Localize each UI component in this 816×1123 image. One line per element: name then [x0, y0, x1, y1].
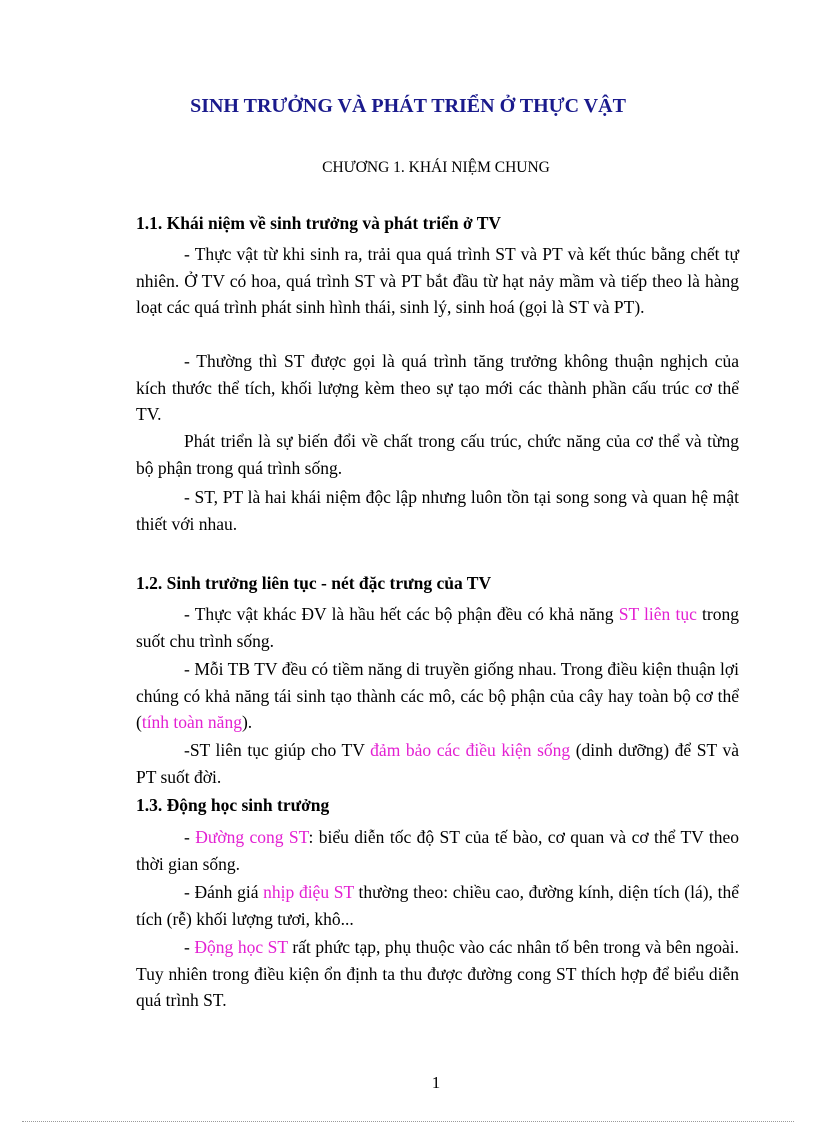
- page-number: 1: [431, 1073, 441, 1092]
- paragraph-text: -: [184, 827, 196, 847]
- paragraph: [136, 879, 739, 932]
- highlighted-term: Đường cong ST: [195, 827, 309, 847]
- paragraph-text: trong suốt chu trình sống.: [136, 604, 739, 651]
- highlighted-term: tính toàn năng: [141, 712, 242, 732]
- paragraph: [136, 601, 739, 654]
- section-heading-1-1: 1.1. Khái niệm về sinh trưởng và phát triển ở TV: [136, 213, 502, 233]
- highlighted-term: ST liên tục: [618, 604, 697, 624]
- paragraph: [136, 824, 739, 877]
- paragraph-text: : biểu diễn tốc độ ST của tế bào, cơ quan và cơ thể TV theo thời gian sống.: [136, 827, 739, 874]
- section-heading-1-2: 1.2. Sinh trưởng liên tục - nét đặc trưng của TV: [136, 573, 492, 593]
- paragraph-text: - Thực vật từ khi sinh ra, trải qua quá trình ST và PT và kết thúc bằng chết tự nhiên. Ở TV có hoa, quá trình ST và PT bắt đầu từ hạt nảy mầm và tiếp theo là hàng loạt các quá trình phát sinh hình thái, sinh lý, sinh hoá (gọi là ST và PT).: [136, 244, 739, 317]
- paragraph: [136, 428, 739, 481]
- document-title: SINH TRƯỞNG VÀ PHÁT TRIỂN Ở THỰC VẬT: [190, 95, 626, 117]
- section-heading-1-3: 1.3. Động học sinh trưởng: [136, 795, 330, 815]
- paragraph: [136, 484, 739, 537]
- paragraph-text: -: [184, 937, 195, 957]
- paragraph-text: ).: [241, 712, 253, 732]
- paragraph: [136, 737, 739, 790]
- paragraph-text: rất phức tạp, phụ thuộc vào các nhân tố bên trong và bên ngoài. Tuy nhiên trong điều kiện ổn định ta thu được đường cong ST thích hợp để biểu diễn quá trình ST.: [136, 937, 740, 1010]
- paragraph: [136, 348, 739, 428]
- paragraph-text: (dinh dưỡng) để ST và PT suốt đời.: [136, 740, 739, 787]
- paragraph-text: -ST liên tục giúp cho TV: [184, 740, 371, 760]
- paragraph-text: Phát triển là sự biến đổi về chất trong cấu trúc, chức năng của cơ thể và từng bộ phận trong quá trình sống.: [136, 431, 739, 478]
- highlighted-term: nhịp điệu ST: [263, 882, 354, 902]
- highlighted-term: đảm bảo các điều kiện sống: [370, 740, 571, 760]
- paragraph: [136, 934, 739, 1014]
- chapter-heading: CHƯƠNG 1. KHÁI NIỆM CHUNG: [322, 159, 550, 176]
- paragraph-text: thường theo: chiều cao, đường kính, diện tích (lá), thể tích (rễ) khối lượng tươi, khô...: [136, 882, 739, 929]
- paragraph: [136, 656, 739, 736]
- page-bottom-rule: [22, 1121, 794, 1122]
- paragraph-text: - Thực vật khác ĐV là hầu hết các bộ phận đều có khả năng: [184, 604, 619, 624]
- paragraph-text: - Đánh giá: [184, 882, 264, 902]
- paragraph-text: - Mỗi TB TV đều có tiềm năng di truyền giống nhau. Trong điều kiện thuận lợi chúng có khả năng tái sinh tạo thành các mô, các bộ phận của cây hay toàn bộ cơ thể (: [136, 659, 739, 732]
- highlighted-term: Động học ST: [194, 937, 288, 957]
- paragraph-text: - Thường thì ST được gọi là quá trình tăng trưởng không thuận nghịch của kích thước thể tích, khối lượng kèm theo sự tạo mới các thành phần cấu trúc cơ thể TV.: [136, 351, 739, 424]
- paragraph-text: - ST, PT là hai khái niệm độc lập nhưng luôn tồn tại song song và quan hệ mật thiết với nhau.: [136, 487, 739, 534]
- paragraph: [136, 241, 739, 321]
